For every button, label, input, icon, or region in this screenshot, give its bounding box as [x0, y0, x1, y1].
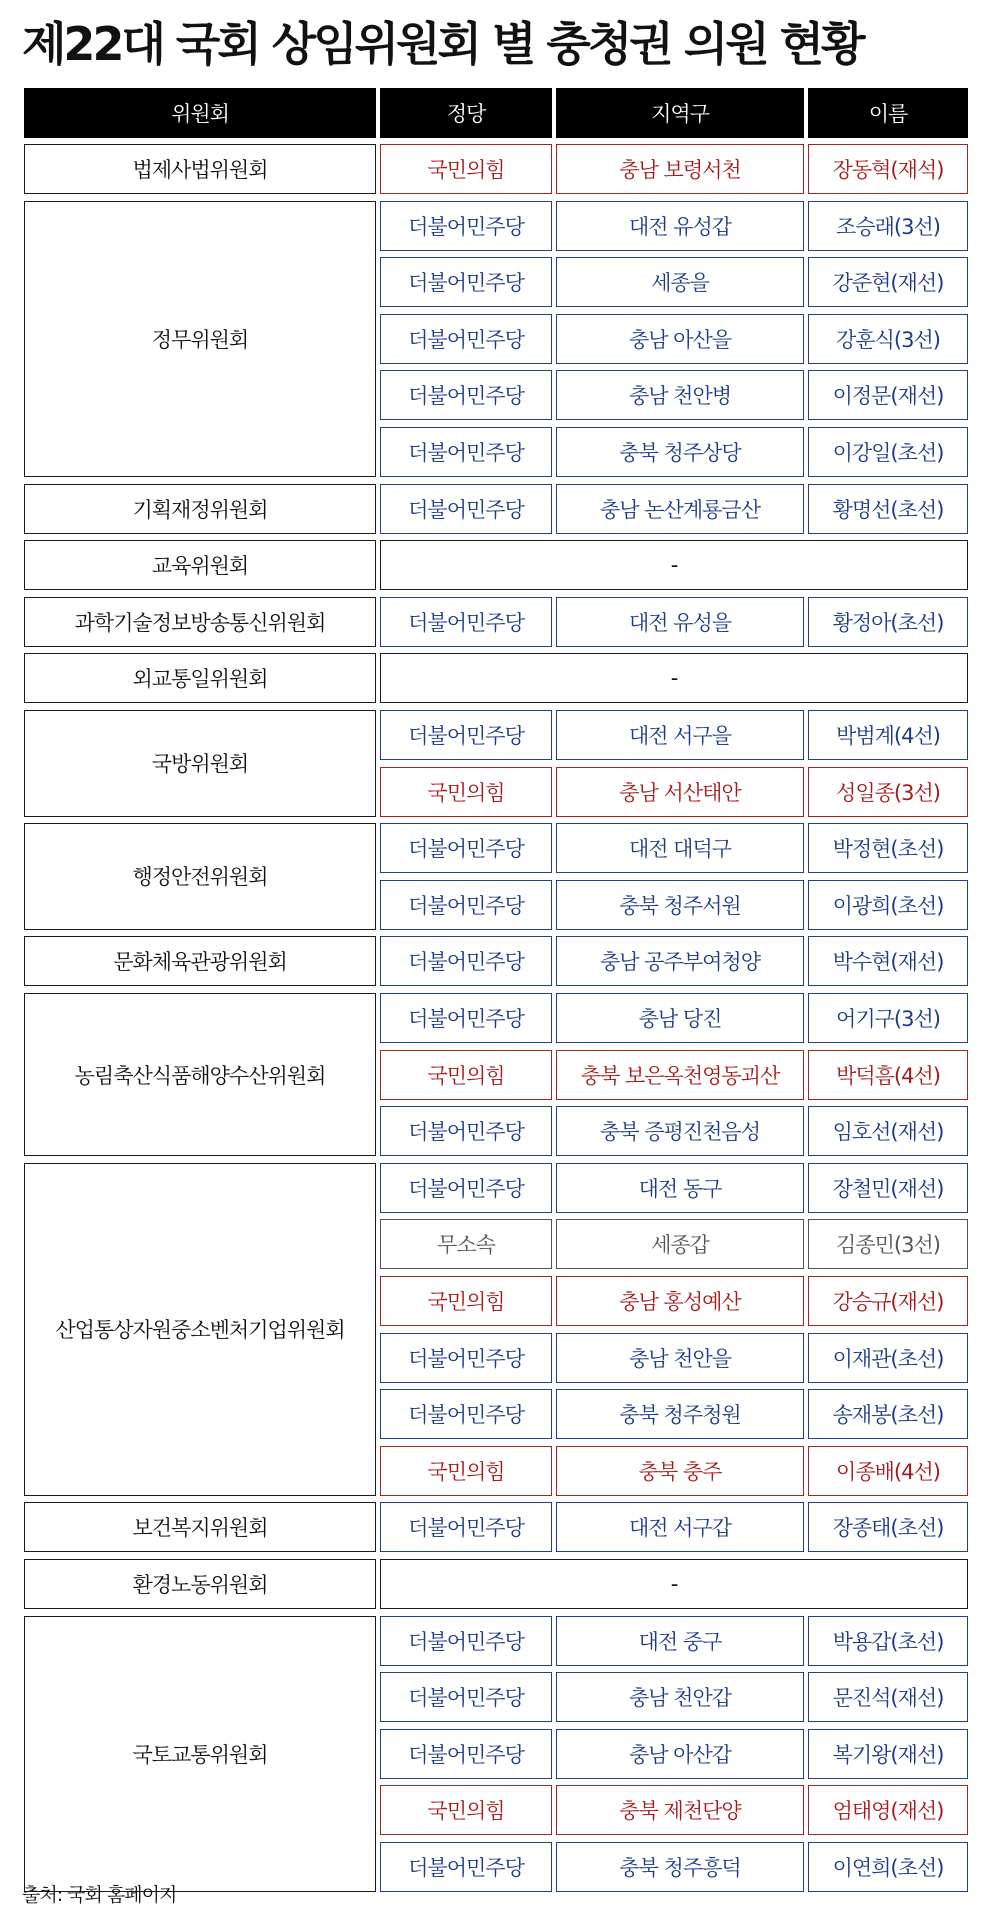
- member-district: 대전 대덕구: [556, 823, 804, 873]
- member-party: 더불어민주당: [380, 427, 552, 477]
- empty-member-cell: -: [380, 653, 968, 703]
- member-name: 황명선(초선): [808, 484, 968, 534]
- member-district: 충남 천안병: [556, 370, 804, 420]
- member-district: 충남 홍성예산: [556, 1276, 804, 1326]
- header-party: 정당: [380, 88, 552, 138]
- member-district: 대전 중구: [556, 1616, 804, 1666]
- member-district: 충북 청주서원: [556, 880, 804, 930]
- committee-name: 법제사법위원회: [24, 144, 376, 194]
- member-name: 이연희(초선): [808, 1842, 968, 1892]
- member-party: 더불어민주당: [380, 1842, 552, 1892]
- member-party: 더불어민주당: [380, 597, 552, 647]
- committee-name: 행정안전위원회: [24, 823, 376, 930]
- member-name: 황정아(초선): [808, 597, 968, 647]
- member-district: 대전 유성갑: [556, 201, 804, 251]
- member-district: 충남 보령서천: [556, 144, 804, 194]
- member-name: 김종민(3선): [808, 1219, 968, 1269]
- member-party: 국민의힘: [380, 1446, 552, 1496]
- member-district: 대전 유성을: [556, 597, 804, 647]
- member-party: 더불어민주당: [380, 1106, 552, 1156]
- member-district: 충남 천안을: [556, 1333, 804, 1383]
- member-name: 성일종(3선): [808, 767, 968, 817]
- member-name: 이종배(4선): [808, 1446, 968, 1496]
- member-district: 충남 서산태안: [556, 767, 804, 817]
- committee-name: 보건복지위원회: [24, 1502, 376, 1552]
- member-party: 더불어민주당: [380, 993, 552, 1043]
- member-party: 더불어민주당: [380, 484, 552, 534]
- page-title: 제22대 국회 상임위원회 별 충청권 의원 현황: [22, 17, 863, 71]
- member-district: 세종갑: [556, 1219, 804, 1269]
- member-party: 국민의힘: [380, 144, 552, 194]
- member-name: 문진석(재선): [808, 1672, 968, 1722]
- member-name: 박수현(재선): [808, 936, 968, 986]
- member-name: 박범계(4선): [808, 710, 968, 760]
- member-party: 국민의힘: [380, 1050, 552, 1100]
- member-name: 이강일(초선): [808, 427, 968, 477]
- member-name: 박용갑(초선): [808, 1616, 968, 1666]
- committee-name: 국토교통위원회: [24, 1616, 376, 1892]
- member-name: 장철민(재선): [808, 1163, 968, 1213]
- member-party: 더불어민주당: [380, 1163, 552, 1213]
- member-name: 박정현(초선): [808, 823, 968, 873]
- member-party: 더불어민주당: [380, 1333, 552, 1383]
- member-party: 더불어민주당: [380, 823, 552, 873]
- committee-name: 과학기술정보방송통신위원회: [24, 597, 376, 647]
- committee-name: 교육위원회: [24, 540, 376, 590]
- empty-member-cell: -: [380, 540, 968, 590]
- member-district: 충북 보은옥천영동괴산: [556, 1050, 804, 1100]
- member-name: 송재봉(초선): [808, 1389, 968, 1439]
- member-party: 국민의힘: [380, 767, 552, 817]
- member-district: 충남 아산을: [556, 314, 804, 364]
- member-party: 더불어민주당: [380, 1616, 552, 1666]
- committee-name: 농림축산식품해양수산위원회: [24, 993, 376, 1156]
- member-name: 어기구(3선): [808, 993, 968, 1043]
- committee-name: 외교통일위원회: [24, 653, 376, 703]
- member-party: 더불어민주당: [380, 257, 552, 307]
- member-name: 강훈식(3선): [808, 314, 968, 364]
- member-name: 임호선(재선): [808, 1106, 968, 1156]
- header-district: 지역구: [556, 88, 804, 138]
- member-district: 충북 청주흥덕: [556, 1842, 804, 1892]
- member-party: 더불어민주당: [380, 314, 552, 364]
- member-name: 엄태영(재선): [808, 1785, 968, 1835]
- member-name: 이재관(초선): [808, 1333, 968, 1383]
- member-party: 더불어민주당: [380, 1729, 552, 1779]
- member-party: 더불어민주당: [380, 710, 552, 760]
- member-party: 더불어민주당: [380, 1389, 552, 1439]
- empty-member-cell: -: [380, 1559, 968, 1609]
- member-district: 대전 서구을: [556, 710, 804, 760]
- member-party: 국민의힘: [380, 1785, 552, 1835]
- member-name: 이정문(재선): [808, 370, 968, 420]
- member-party: 더불어민주당: [380, 370, 552, 420]
- member-name: 강승규(재선): [808, 1276, 968, 1326]
- member-district: 충북 충주: [556, 1446, 804, 1496]
- member-name: 조승래(3선): [808, 201, 968, 251]
- member-district: 대전 동구: [556, 1163, 804, 1213]
- member-district: 충북 청주청원: [556, 1389, 804, 1439]
- committee-name: 국방위원회: [24, 710, 376, 817]
- member-name: 장종태(초선): [808, 1502, 968, 1552]
- member-district: 충남 논산계룡금산: [556, 484, 804, 534]
- member-district: 대전 서구갑: [556, 1502, 804, 1552]
- committee-name: 산업통상자원중소벤처기업위원회: [24, 1163, 376, 1496]
- member-name: 장동혁(재석): [808, 144, 968, 194]
- member-district: 충남 당진: [556, 993, 804, 1043]
- member-district: 충남 공주부여청양: [556, 936, 804, 986]
- member-name: 이광희(초선): [808, 880, 968, 930]
- member-party: 더불어민주당: [380, 1672, 552, 1722]
- member-district: 충북 증평진천음성: [556, 1106, 804, 1156]
- header-committee: 위원회: [24, 88, 376, 138]
- member-party: 더불어민주당: [380, 880, 552, 930]
- member-name: 박덕흠(4선): [808, 1050, 968, 1100]
- member-district: 충남 천안갑: [556, 1672, 804, 1722]
- committee-name: 기획재정위원회: [24, 484, 376, 534]
- member-party: 더불어민주당: [380, 201, 552, 251]
- member-party: 국민의힘: [380, 1276, 552, 1326]
- member-name: 복기왕(재선): [808, 1729, 968, 1779]
- header-name: 이름: [808, 88, 968, 138]
- member-party: 더불어민주당: [380, 1502, 552, 1552]
- committee-name: 환경노동위원회: [24, 1559, 376, 1609]
- member-district: 충북 제천단양: [556, 1785, 804, 1835]
- committee-name: 정무위원회: [24, 201, 376, 477]
- member-party: 무소속: [380, 1219, 552, 1269]
- member-party: 더불어민주당: [380, 936, 552, 986]
- member-district: 충남 아산갑: [556, 1729, 804, 1779]
- member-name: 강준현(재선): [808, 257, 968, 307]
- member-district: 충북 청주상당: [556, 427, 804, 477]
- committee-name: 문화체육관광위원회: [24, 936, 376, 986]
- source-note: 출처: 국회 홈페이지: [22, 1884, 177, 1906]
- member-district: 세종을: [556, 257, 804, 307]
